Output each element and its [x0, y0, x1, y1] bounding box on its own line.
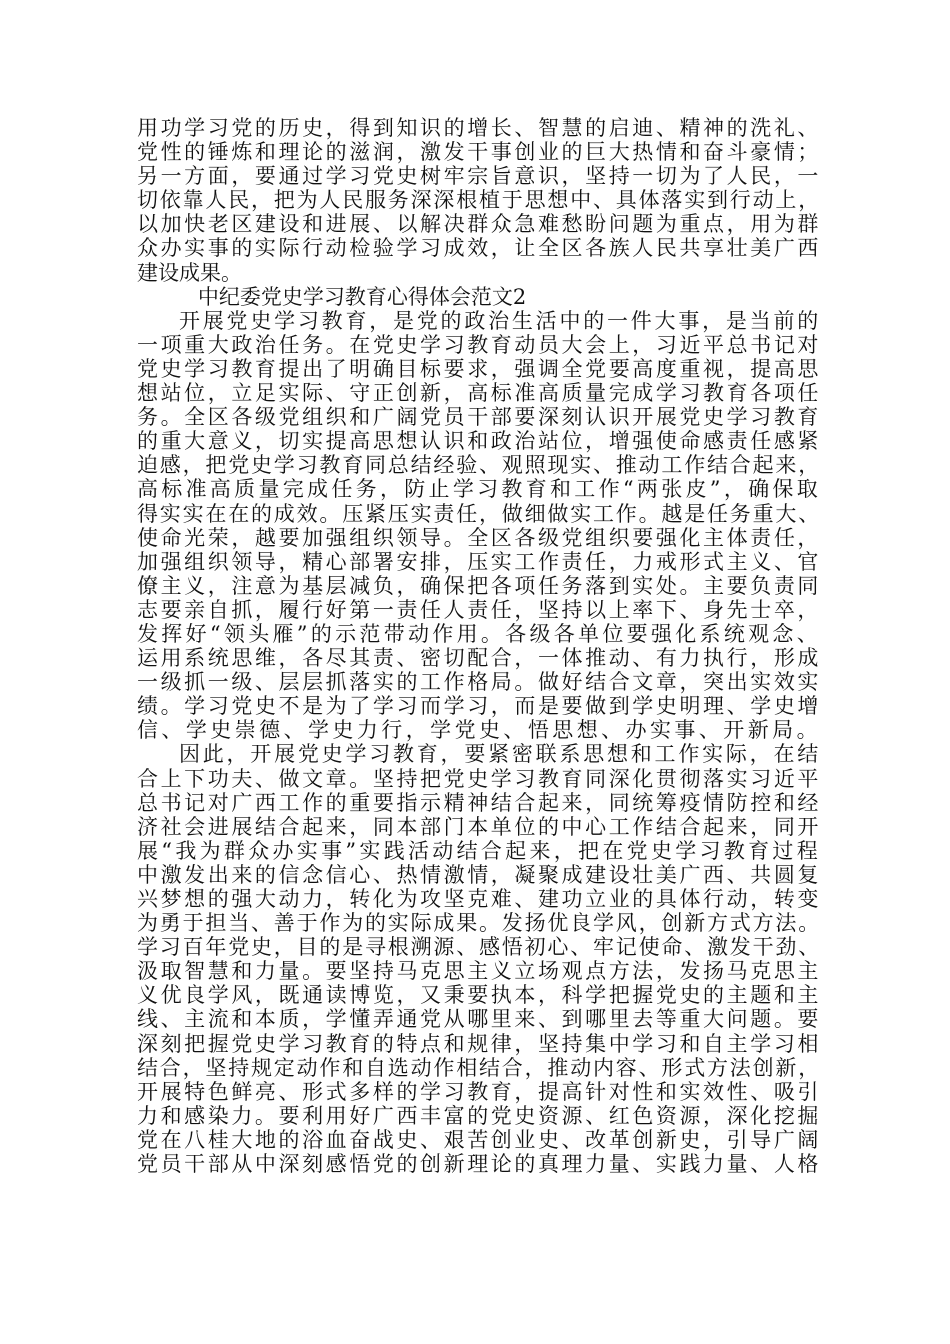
text-line: 迫感，把党史学习教育同总结经验、观照现实、推动工作结合起来，: [137, 453, 821, 478]
text-line: 以加快老区建设和进展、以解决群众急难愁盼问题为重点，用为群: [137, 212, 821, 237]
text-line: 结合，坚持规定动作和自选动作相结合，推动内容、形式方法创新，: [137, 1055, 821, 1080]
text-line: 深刻把握党史学习教育的特点和规律，坚持集中学习和自主学习相: [137, 1031, 821, 1056]
text-line: 开展党史学习教育，是党的政治生活中的一件大事，是当前的: [179, 308, 822, 333]
text-line: 党在八桂大地的浴血奋战史、艰苦创业史、改革创新史，引导广阔: [137, 1127, 821, 1152]
text-line: 用功学习党的历史，得到知识的增长、智慧的启迪、精神的洗礼、: [137, 116, 821, 140]
text-line: 使命光荣，越要加强组织领导。全区各级党组织要强化主体责任，: [137, 525, 821, 550]
text-line: 力和感染力。要利用好广西丰富的党史资源、红色资源，深化挖掘: [137, 1103, 821, 1128]
text-line: 合上下功夫、做文章。坚持把党史学习教育同深化贯彻落实习近平: [137, 766, 821, 791]
text-line: 学习百年党史，目的是寻根溯源、感悟初心、牢记使命、激发干劲、: [137, 935, 821, 960]
text-line: 因此，开展党史学习教育，要紧密联系思想和工作实际，在结: [179, 742, 822, 767]
text-line: 务。全区各级党组织和广阔党员干部要深刻认识开展党史学习教育: [137, 405, 821, 430]
text-line: 展“我为群众办实事”实践活动结合起来，把在党史学习教育过程: [137, 838, 821, 863]
text-line: 兴梦想的强大动力，转化为攻坚克难、建功立业的具体行动，转变: [137, 887, 821, 911]
text-line: 一级抓一级、层层抓落实的工作格局。做好结合文章，突出实效实: [137, 670, 821, 695]
text-line: 义优良学风，既通读博览，又秉要执本，科学把握党史的主题和主: [137, 983, 821, 1008]
text-line: 发挥好“领头雁”的示范带动作用。各级各单位要强化系统观念、: [137, 621, 821, 646]
text-line: 建设成果。: [137, 260, 242, 285]
text-line: 党性的锤炼和理论的滋润，激发干事创业的巨大热情和奋斗豪情；: [137, 140, 821, 165]
text-line: 党史学习教育提出了明确目标要求，强调全党要高度重视，提高思: [137, 356, 821, 381]
text-line: 党员干部从中深刻感悟党的创新理论的真理力量、实践力量、人格: [137, 1152, 821, 1177]
text-line: 运用系统思维，各尽其责、密切配合，一体推动、有力执行，形成: [137, 646, 821, 671]
text-line: 切依靠人民，把为人民服务深深根植于思想中、具体落实到行动上，: [137, 188, 821, 213]
text-line: 志要亲自抓，履行好第一责任人责任，坚持以上率下、身先士卒，: [137, 597, 821, 622]
text-line: 总书记对广西工作的重要指示精神结合起来，同统筹疫情防控和经: [137, 790, 821, 815]
text-line: 一项重大政治任务。在党史学习教育动员大会上，习近平总书记对: [137, 332, 821, 357]
text-line: 另一方面，要通过学习党史树牢宗旨意识，坚持一切为了人民，一: [137, 164, 821, 189]
text-line: 绩。学习党史不是为了学习而学习，而是要做到学史明理、学史增: [137, 694, 821, 719]
text-line: 加强组织领导，精心部署安排，压实工作责任，力戒形式主义、官: [137, 549, 821, 574]
text-line: 的重大意义，切实提高思想认识和政治站位，增强使命感责任感紧: [137, 429, 821, 454]
text-line: 高标准高质量完成任务，防止学习教育和工作“两张皮”，确保取: [137, 477, 821, 502]
section-heading: 中纪委党史学习教育心得体会范文2: [197, 284, 527, 309]
text-line: 开展特色鲜亮、形式多样的学习教育，提高针对性和实效性、吸引: [137, 1079, 821, 1104]
document-body: [137, 116, 821, 1176]
text-line: 众办实事的实际行动检验学习成效，让全区各族人民共享壮美广西: [137, 236, 821, 261]
text-line: 线、主流和本质，学懂弄通党从哪里来、到哪里去等重大问题。要: [137, 1007, 821, 1032]
text-line: 为勇于担当、善于作为的实际成果。发扬优良学风，创新方式方法。: [137, 911, 821, 936]
text-line: 得实实在在的成效。压紧压实责任，做细做实工作。越是任务重大、: [137, 501, 821, 526]
text-line: 信、学史崇德、学史力行，学党史、悟思想、办实事、开新局。: [137, 718, 822, 743]
text-line: 僚主义，注意为基层减负，确保把各项任务落到实处。主要负责同: [137, 573, 821, 598]
text-line: 想站位，立足实际、守正创新，高标准高质量完成学习教育各项任: [137, 381, 821, 406]
text-line: 汲取智慧和力量。要坚持马克思主义立场观点方法，发扬马克思主: [137, 959, 821, 984]
text-line: 济社会进展结合起来，同本部门本单位的中心工作结合起来，同开: [137, 814, 821, 839]
text-line: 中激发出来的信念信心、热情激情，凝聚成建设壮美广西、共圆复: [137, 862, 821, 887]
